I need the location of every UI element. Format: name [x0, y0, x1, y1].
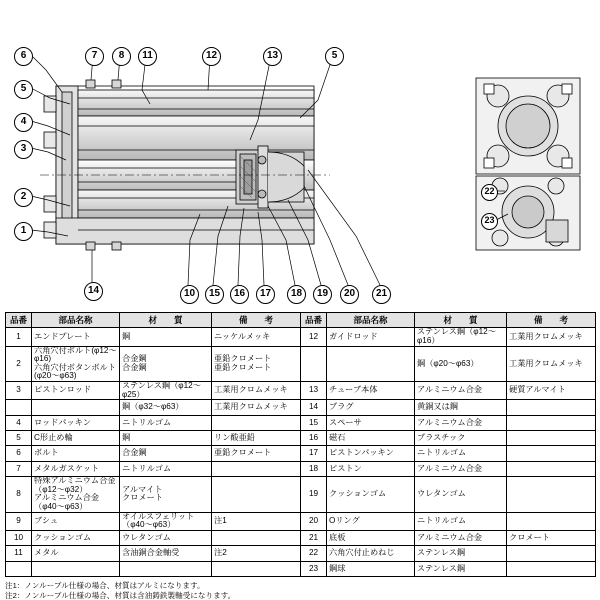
cell-left-remark: ニッケルメッキ [212, 328, 301, 346]
cell-right-remark: 工業用クロムメッキ [507, 346, 596, 381]
cell-right-no: 17 [301, 446, 327, 461]
cell-right-remark: 工業用クロムメッキ [507, 328, 596, 346]
note-1: 注1：ノンルーブル仕様の場合、材質はアルミになります。 [5, 581, 205, 591]
cell-right-remark [507, 461, 596, 476]
cell-left-no [6, 400, 32, 415]
cell-right-remark [507, 477, 596, 512]
cell-right-name: ガイドロッド [327, 328, 415, 346]
callout-11: 11 [138, 47, 157, 66]
cell-left-material: 鋼 [120, 328, 212, 346]
table-row [6, 512, 596, 530]
cell-left-remark [212, 530, 301, 545]
cell-left-no: 11 [6, 546, 32, 561]
cell-right-material: ステンレス鋼 [415, 561, 507, 576]
table-row [6, 530, 596, 545]
cell-right-name: 底板 [327, 530, 415, 545]
cell-left-name: ロッドパッキン [32, 415, 120, 430]
cell-left-material: 合金鋼 合金鋼 [120, 346, 212, 381]
table-row [6, 346, 596, 381]
th-remark-left: 備 考 [212, 313, 301, 328]
callout-5-top: 5 [325, 47, 344, 66]
callout-20: 20 [340, 285, 359, 304]
cell-right-no [301, 346, 327, 381]
cell-left-no: 6 [6, 446, 32, 461]
table-notes [5, 581, 595, 600]
cell-left-material: ステンレス鋼（φ12～φ25） [120, 382, 212, 400]
cell-left-name: エンドプレート [32, 328, 120, 346]
cell-left-name: ピストンロッド [32, 382, 120, 400]
th-no-right: 品番 [301, 313, 327, 328]
cell-left-material: 含油銅合金軸受 [120, 546, 212, 561]
cell-left-no [6, 561, 32, 576]
cell-left-material [120, 561, 212, 576]
cell-right-name: チューブ本体 [327, 382, 415, 400]
callout-7: 7 [85, 47, 104, 66]
cell-right-remark [507, 512, 596, 530]
cell-left-name [32, 561, 120, 576]
cell-right-no: 13 [301, 382, 327, 400]
cell-left-remark [212, 477, 301, 512]
cell-left-name: ボルト [32, 446, 120, 461]
cell-right-no: 15 [301, 415, 327, 430]
cell-left-name: メタルガスケット [32, 461, 120, 476]
cell-left-remark [212, 461, 301, 476]
table-row [6, 431, 596, 446]
cell-left-no: 5 [6, 431, 32, 446]
cell-left-name: クッションゴム [32, 530, 120, 545]
cell-right-material: アルミニウム合金 [415, 415, 507, 430]
cell-right-no: 22 [301, 546, 327, 561]
cell-right-remark [507, 446, 596, 461]
cell-left-name: 六角穴付ボルト(φ12～φ16) 六角穴付ボタンボルト(φ20～φ63) [32, 346, 120, 381]
th-material-right: 材 質 [415, 313, 507, 328]
cell-left-name: 特殊アルミニウム合金（φ12～φ32） アルミニウム合金（φ40～φ63） [32, 477, 120, 512]
cell-left-no: 1 [6, 328, 32, 346]
table-row [6, 415, 596, 430]
cell-right-material: ステンレス鋼（φ12～φ16） [415, 328, 507, 346]
cell-right-name: スペーサ [327, 415, 415, 430]
th-no-left: 品番 [6, 313, 32, 328]
cell-right-name: プラグ [327, 400, 415, 415]
callout-23: 23 [481, 213, 498, 230]
parts-table [5, 312, 596, 577]
cell-left-no: 3 [6, 382, 32, 400]
table-row [6, 461, 596, 476]
cell-left-remark: 工業用クロムメッキ [212, 400, 301, 415]
cell-left-name: C形止め輪 [32, 431, 120, 446]
th-material-left: 材 質 [120, 313, 212, 328]
cell-right-remark [507, 415, 596, 430]
cell-right-material: ステンレス鋼 [415, 546, 507, 561]
cell-left-remark: 亜鉛クロメート [212, 446, 301, 461]
cell-right-no: 20 [301, 512, 327, 530]
cell-right-remark [507, 546, 596, 561]
cell-right-material: アルミニウム合金 [415, 382, 507, 400]
callout-8: 8 [112, 47, 131, 66]
cell-left-no: 8 [6, 477, 32, 512]
cell-left-remark: 注1 [212, 512, 301, 530]
cell-right-name: ピストン [327, 461, 415, 476]
cell-right-name: ピストンパッキン [327, 446, 415, 461]
table-row [6, 400, 596, 415]
callout-17: 17 [256, 285, 275, 304]
callout-22: 22 [481, 184, 498, 201]
note-2: 注2：ノンルーブル仕様の場合、材質は含油鋳鉄製軸受になります。 [5, 591, 236, 600]
cell-right-name: クッションゴム [327, 477, 415, 512]
cell-right-no: 21 [301, 530, 327, 545]
callout-10: 10 [180, 285, 199, 304]
callout-5-left: 5 [14, 80, 33, 99]
cell-left-material: アルマイト クロメート [120, 477, 212, 512]
cell-left-material: 合金鋼 [120, 446, 212, 461]
cell-right-material: アルミニウム合金 [415, 530, 507, 545]
cell-left-remark [212, 561, 301, 576]
cell-right-remark [507, 561, 596, 576]
cell-right-material: 黄銅又は鋼 [415, 400, 507, 415]
table-row [6, 477, 596, 512]
cell-left-name: ブシュ [32, 512, 120, 530]
cell-right-no: 19 [301, 477, 327, 512]
cell-left-material: オイルスフェリット（φ40～φ63） [120, 512, 212, 530]
cell-left-remark [212, 415, 301, 430]
table-row [6, 382, 596, 400]
cell-right-remark: 硬質アルマイト [507, 382, 596, 400]
cell-right-remark [507, 400, 596, 415]
callout-1: 1 [14, 222, 33, 241]
cell-left-material: 鋼（φ32～φ63） [120, 400, 212, 415]
cell-right-material: 鋼（φ20～φ63） [415, 346, 507, 381]
cell-right-no: 12 [301, 328, 327, 346]
table-row [6, 561, 596, 576]
table-row [6, 546, 596, 561]
table-row [6, 446, 596, 461]
callout-21: 21 [372, 285, 391, 304]
cell-left-no: 10 [6, 530, 32, 545]
cell-left-material: ニトリルゴム [120, 415, 212, 430]
cell-left-material: ウレタンゴム [120, 530, 212, 545]
cell-right-material: ウレタンゴム [415, 477, 507, 512]
cell-left-name: メタル [32, 546, 120, 561]
callout-14: 14 [84, 282, 103, 301]
callout-13: 13 [263, 47, 282, 66]
cell-left-no: 2 [6, 346, 32, 381]
callout-12: 12 [202, 47, 221, 66]
table-body [6, 328, 596, 577]
th-remark-right: 備 考 [507, 313, 596, 328]
cell-right-material: アルミニウム合金 [415, 461, 507, 476]
cell-left-remark: リン酸亜鉛 [212, 431, 301, 446]
cell-right-name: 六角穴付止めねじ [327, 546, 415, 561]
th-name-right: 部品名称 [327, 313, 415, 328]
cell-left-remark: 工業用クロムメッキ [212, 382, 301, 400]
callout-3: 3 [14, 140, 33, 159]
cell-right-no: 16 [301, 431, 327, 446]
callout-4: 4 [14, 113, 33, 132]
cell-right-material: ニトリルゴム [415, 512, 507, 530]
table-header-row [6, 313, 596, 328]
table-row [6, 328, 596, 346]
callout-19: 19 [313, 285, 332, 304]
cell-left-no: 9 [6, 512, 32, 530]
cell-left-remark: 亜鉛クロメート 亜鉛クロメート [212, 346, 301, 381]
cell-right-name: 鋼球 [327, 561, 415, 576]
callout-15: 15 [205, 285, 224, 304]
cell-right-no: 23 [301, 561, 327, 576]
cell-right-no: 18 [301, 461, 327, 476]
th-name-left: 部品名称 [32, 313, 120, 328]
cell-right-remark: クロメート [507, 530, 596, 545]
cell-left-material: ニトリルゴム [120, 461, 212, 476]
cell-right-no: 14 [301, 400, 327, 415]
cell-left-name [32, 400, 120, 415]
callout-16: 16 [230, 285, 249, 304]
cell-right-material: ニトリルゴム [415, 446, 507, 461]
cell-left-material: 鋼 [120, 431, 212, 446]
callout-18: 18 [287, 285, 306, 304]
parts-list [5, 312, 595, 600]
callout-2: 2 [14, 188, 33, 207]
cell-left-no: 4 [6, 415, 32, 430]
cell-right-remark [507, 431, 596, 446]
cell-left-no: 7 [6, 461, 32, 476]
cell-right-name [327, 346, 415, 381]
cell-left-remark: 注2 [212, 546, 301, 561]
cell-right-material: プラスチック [415, 431, 507, 446]
cell-right-name: 磁石 [327, 431, 415, 446]
callout-6: 6 [14, 47, 33, 66]
cell-right-name: Oリング [327, 512, 415, 530]
